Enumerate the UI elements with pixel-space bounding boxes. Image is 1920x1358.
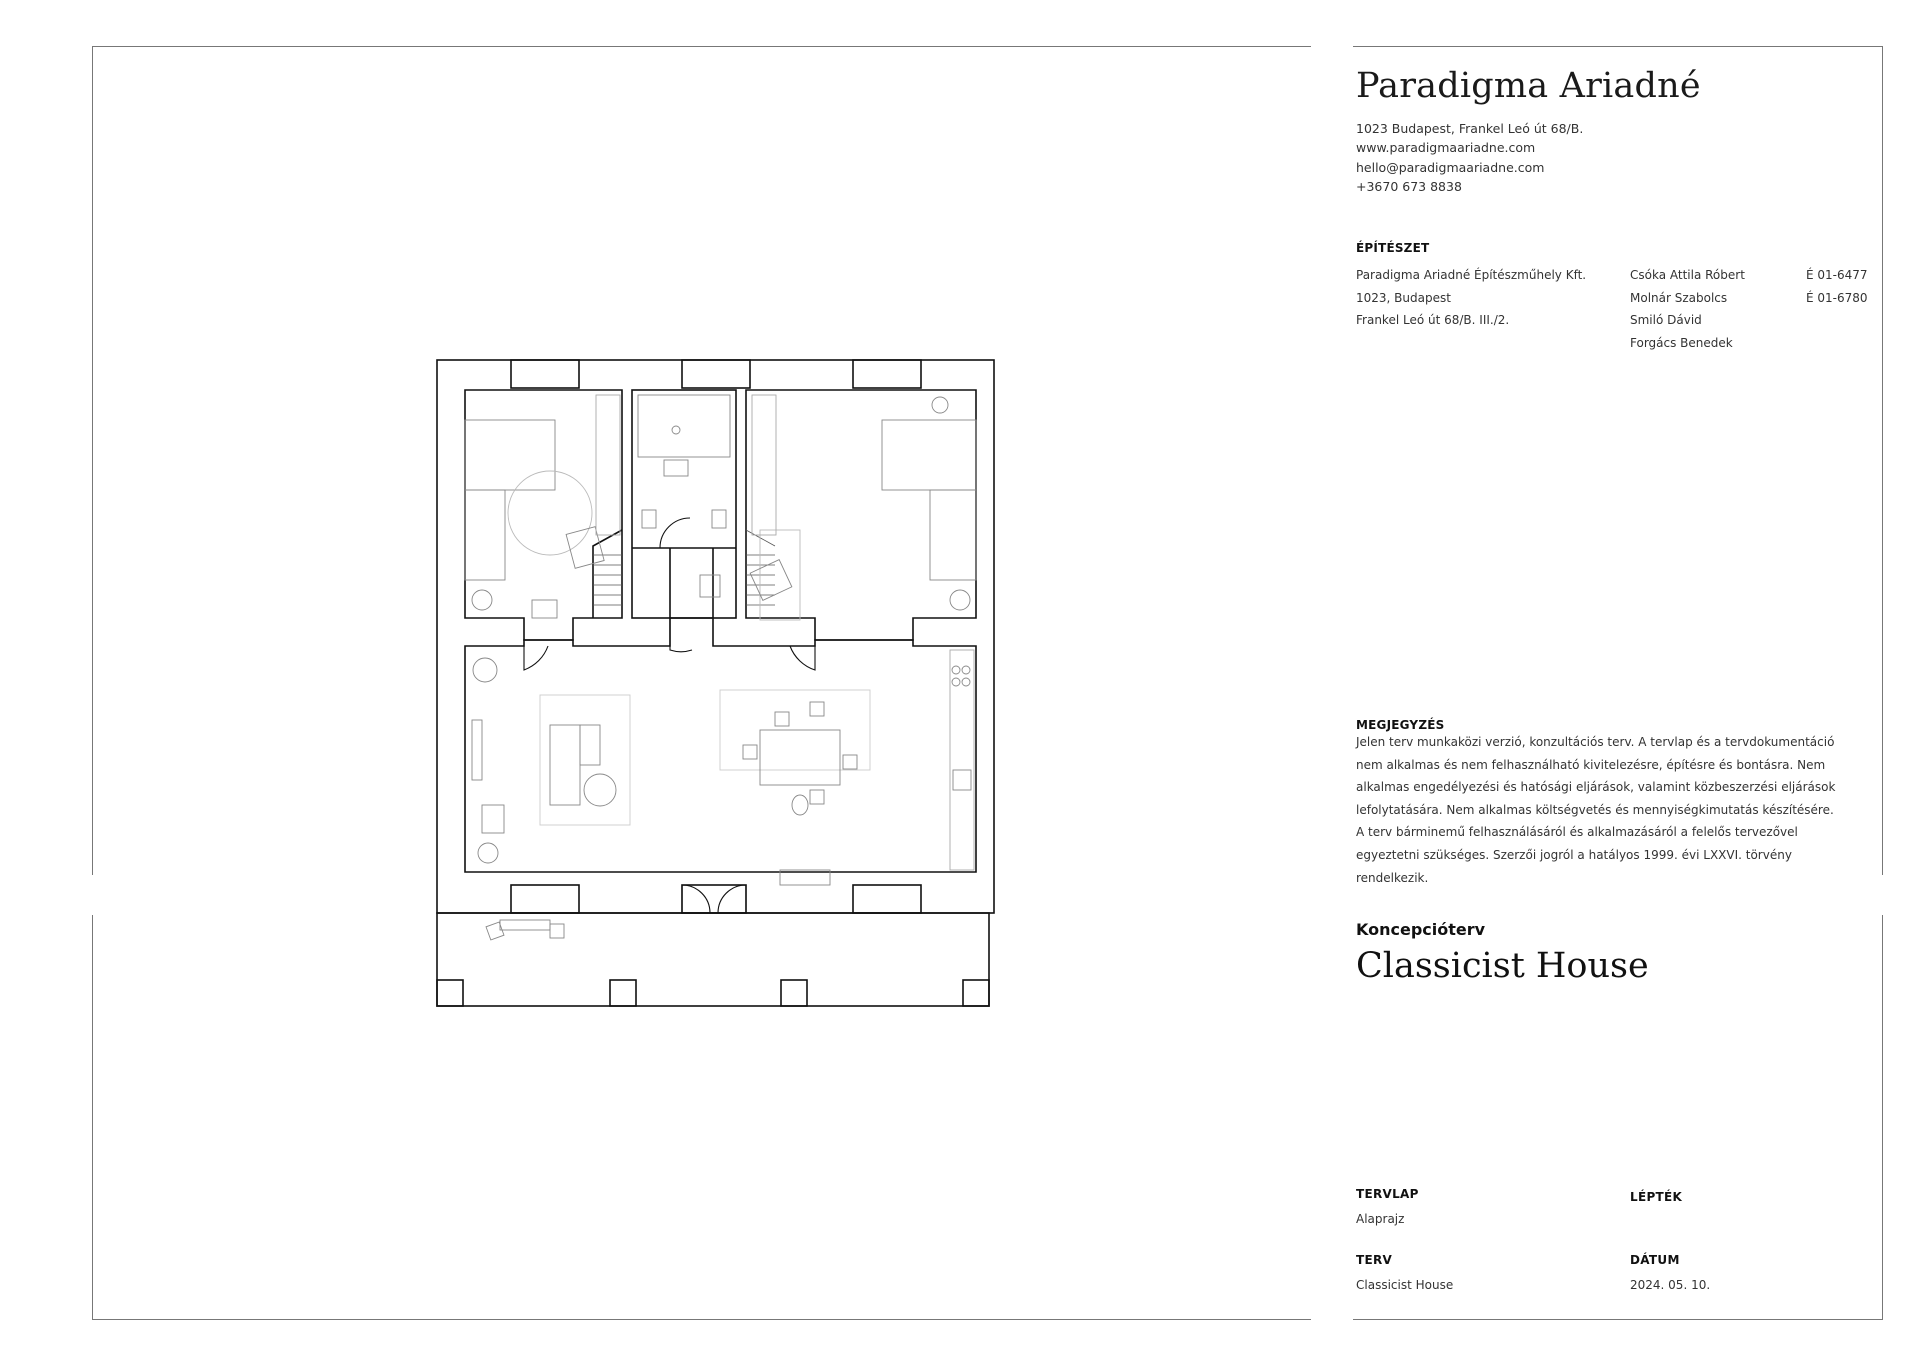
architecture-company xyxy=(1356,264,1586,332)
window-top-3 xyxy=(853,360,921,388)
firm-email[interactable]: hello@paradigmaariadne.com xyxy=(1356,159,1545,175)
window-top-2 xyxy=(682,360,750,388)
firm-website[interactable]: www.paradigmaariadne.com xyxy=(1356,140,1536,156)
window-bottom-2 xyxy=(853,885,921,913)
firm-name: Paradigma Ariadné xyxy=(1356,66,1701,106)
plan-value: Classicist House xyxy=(1356,1278,1454,1292)
sink xyxy=(664,460,688,476)
architect-name: Forgács Benedek xyxy=(1630,336,1733,351)
firm-phone: +3670 673 8838 xyxy=(1356,178,1462,194)
architect-name: Csóka Attila Róbert xyxy=(1630,268,1745,282)
coffee-table xyxy=(584,774,616,806)
firm-address: 1023 Budapest, Frankel Leó út 68/B. xyxy=(1356,121,1584,136)
toilet-left xyxy=(642,510,656,528)
bed-left xyxy=(465,420,555,490)
license-number: É 01-6477 xyxy=(1806,268,1868,282)
firm-contact xyxy=(1356,119,1583,196)
architect-name: Smiló Dávid xyxy=(1630,313,1702,328)
floor-plan-drawing xyxy=(420,350,1020,1010)
dining-table xyxy=(760,730,840,785)
bathtub xyxy=(638,395,730,457)
date-label: DÁTUM xyxy=(1630,1253,1680,1267)
project-stage: Koncepcióterv xyxy=(1356,920,1486,939)
architecture-people xyxy=(1630,264,1745,355)
entrance-opening xyxy=(682,885,746,913)
architect-name: Molnár Szabolcs xyxy=(1630,290,1728,305)
plan-label: TERV xyxy=(1356,1253,1393,1267)
window-top-1 xyxy=(511,360,579,388)
company-line: 1023, Budapest xyxy=(1356,290,1451,305)
bedroom-left xyxy=(465,390,622,640)
building-outline xyxy=(437,360,994,913)
living-room xyxy=(465,618,976,872)
note-heading: MEGJEGYZÉS xyxy=(1356,718,1445,732)
company-line: Frankel Leó út 68/B. III./2. xyxy=(1356,313,1510,328)
sofa xyxy=(550,725,580,805)
project-title: Classicist House xyxy=(1356,946,1649,986)
terrace-outline xyxy=(437,913,989,1006)
bed-right xyxy=(882,420,976,490)
note-text: Jelen terv munkaközi verzió, konzultációs terv. A tervlap és a tervdokumentáció nem alkalmas és nem felhasználható kivitelezésre, építésre és bontásra. Nem alkalmas engedélyezési és hatósági eljárások, valamint közbeszerzési eljárások lefolytatására. Nem alkalmas költségvetés és mennyiségkimutatás készítésére. A terv bárminemű felhasználásáról és alkalmazásáról a felelős tervezővel egyeztetni szükséges. Szerzői jogról a hatályos 1999. évi LXXVI. törvény rendelkezik. xyxy=(1356,735,1836,885)
rug-left xyxy=(540,695,630,825)
frame-gap-right xyxy=(1876,875,1888,915)
plant xyxy=(473,658,497,682)
architecture-licenses xyxy=(1806,264,1868,309)
frame-gap-left xyxy=(86,875,98,915)
sheet-value: Alaprajz xyxy=(1356,1212,1405,1226)
sheet-frame-right xyxy=(1353,46,1883,1320)
sheet-label: TERVLAP xyxy=(1356,1187,1419,1201)
window-bottom-1 xyxy=(511,885,579,913)
armchair-right xyxy=(750,560,792,601)
architecture-heading: ÉPÍTÉSZET xyxy=(1356,241,1430,255)
armchair-left xyxy=(566,527,604,569)
license-number: É 01-6780 xyxy=(1806,290,1868,305)
company-line: Paradigma Ariadné Építészműhely Kft. xyxy=(1356,268,1587,282)
scale-label: LÉPTÉK xyxy=(1630,1190,1683,1204)
date-value: 2024. 05. 10. xyxy=(1630,1278,1711,1292)
bedroom-right xyxy=(746,390,976,640)
